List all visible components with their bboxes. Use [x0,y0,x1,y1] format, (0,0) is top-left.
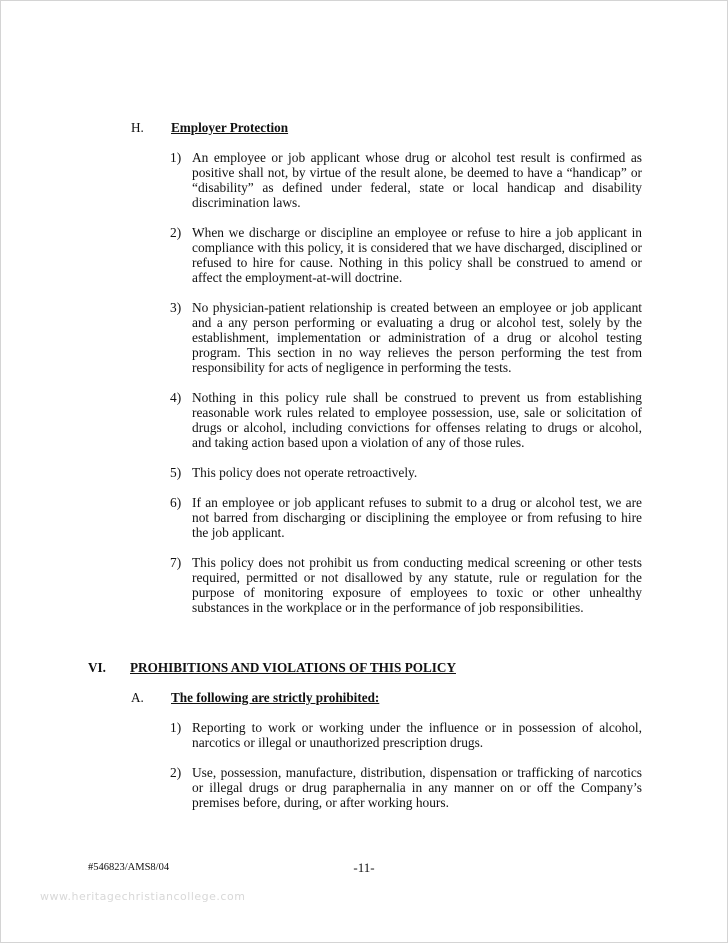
item-label: 4) [170,390,182,405]
list-item [170,495,642,540]
section-a-letter: A. [131,690,144,705]
section-vi-number: VI. [88,660,106,675]
section-vi-title: PROHIBITIONS AND VIOLATIONS OF THIS POLICY [130,660,456,675]
footer-doc-id: #546823/AMS8/04 [88,862,170,873]
section-a-title: The following are strictly prohibited: [171,690,380,705]
item-label: 2) [170,225,182,240]
item-text: Nothing in this policy rule shall be construed to prevent us from establishing reasonable work rules related to employee possession, use, sale or solicitation of drugs or alcohol, including convictions for offenses relating to drugs or alcohol, and taking action based upon a violation of any of those rules. [192,390,642,450]
section-h-letter: H. [131,120,144,135]
list-item [170,465,642,480]
list-item [170,390,642,450]
item-label: 1) [170,150,182,165]
section-h-list [170,150,642,615]
item-text: If an employee or job applicant refuses to submit to a drug or alcohol test, we are not barred from discharging or disciplining the employee or from refusing to hire the job applicant. [192,495,642,540]
list-item [170,765,642,810]
list-item [170,225,642,285]
list-item [170,300,642,375]
section-a-list [170,720,642,810]
item-text: An employee or job applicant whose drug or alcohol test result is confirmed as positive shall not, by virtue of the result alone, be deemed to have a “handicap” or “disability” as defined under federal, state or local handicap and disability discrimination laws. [192,150,642,210]
item-label: 7) [170,555,182,570]
item-text: When we discharge or discipline an employee or refuse to hire a job applicant in compliance with this policy, it is considered that we have discharged, disciplined or refused to hire for cause. Nothing in this policy shall be construed to amend or affect the employment-at-will doctrine. [192,225,642,285]
page-number: -11- [353,860,375,875]
item-text: No physician-patient relationship is created between an employee or job applicant and a any person performing or evaluating a drug or alcohol test, solely by the establishment, implementation or administration of a drug or alcohol testing program. This section in no way relieves the person performing the test from responsibility for acts of negligence in performing the tests. [192,300,642,375]
list-item [170,720,642,750]
item-label: 3) [170,300,182,315]
list-item [170,555,642,615]
item-label: 2) [170,765,182,780]
section-h-title: Employer Protection [171,120,289,135]
list-item [170,150,642,210]
item-label: 5) [170,465,182,480]
watermark: www.heritagechristiancollege.com [40,890,246,903]
item-text: This policy does not prohibit us from conducting medical screening or other tests required, permitted or not disallowed by any statute, rule or regulation for the purpose of monitoring exposure of employees to toxic or other unhealthy substances in the workplace or in the performance of job responsibilities. [192,555,642,615]
item-label: 6) [170,495,182,510]
item-label: 1) [170,720,182,735]
item-text: Reporting to work or working under the influence or in possession of alcohol, narcotics or illegal or unauthorized prescription drugs. [192,720,642,750]
item-text: This policy does not operate retroactively. [192,465,418,480]
item-text: Use, possession, manufacture, distribution, dispensation or trafficking of narcotics or illegal drugs or drug paraphernalia in any manner on or off the Company’s premises before, during, or after working hours. [192,765,642,810]
